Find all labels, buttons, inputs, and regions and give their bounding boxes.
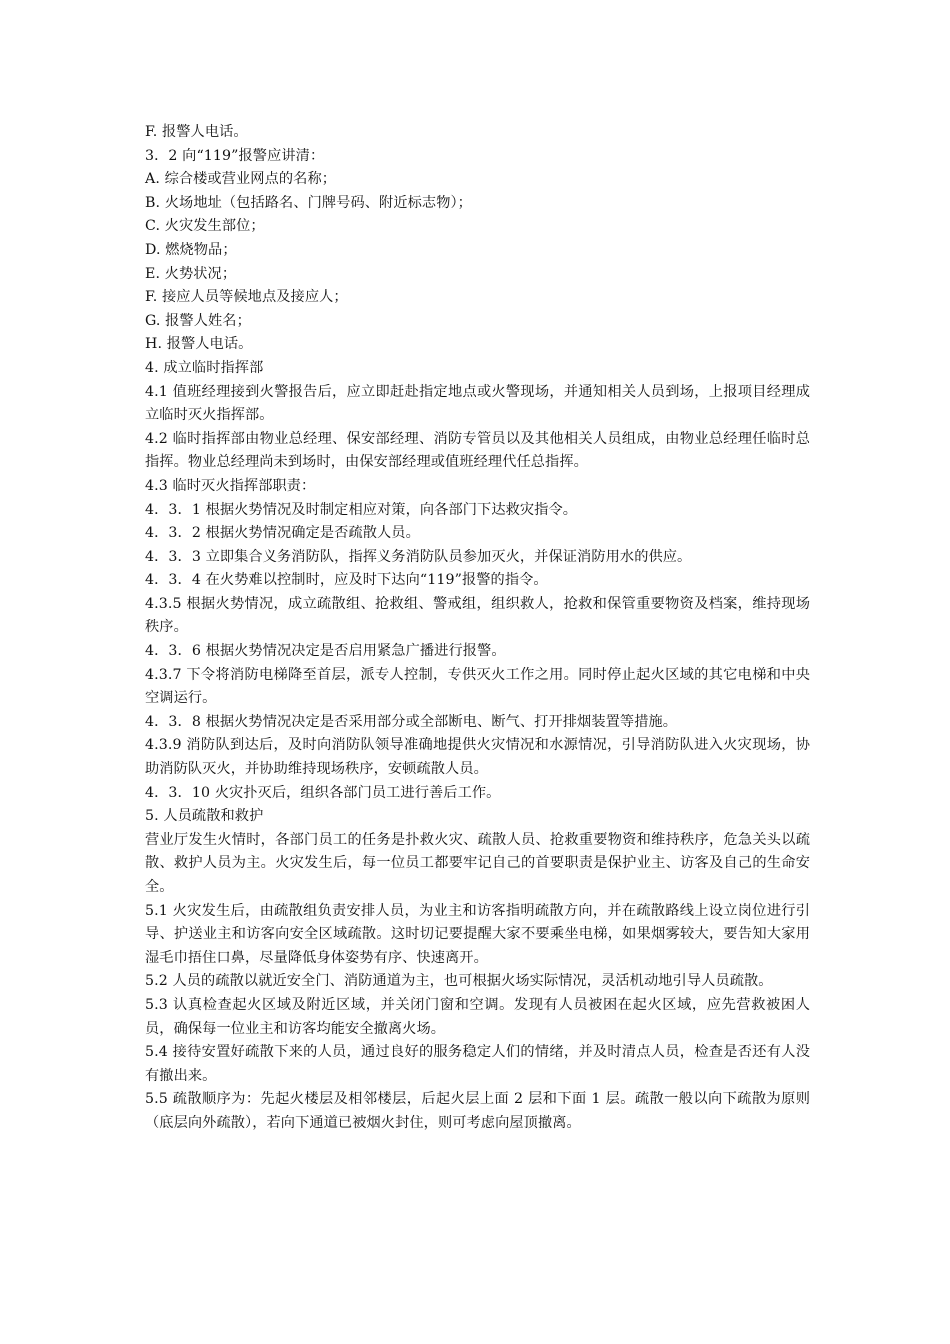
paragraph: 5.3 认真检查起火区域及附近区域，并关闭门窗和空调。发现有人员被困在起火区域，应先营救被困人员，确保每一位业主和访客均能安全撤离火场。 — [145, 996, 810, 1037]
list-item: F. 接应人员等候地点及接应人； — [145, 289, 348, 306]
list-item: D. 燃烧物品； — [145, 241, 237, 258]
list-item: C. 火灾发生部位； — [145, 218, 265, 235]
paragraph: 4．3．6 根据火势情况决定是否启用紧急广播进行报警。 — [145, 643, 506, 660]
paragraph: 5.2 人员的疏散以就近安全门、消防通道为主，也可根据火场实际情况，灵活机动地引导人员疏散。 — [145, 973, 773, 990]
paragraph: 5.4 接待安置好疏散下来的人员，通过良好的服务稳定人们的情绪，并及时清点人员，检查是否还有人没有撤出来。 — [145, 1044, 810, 1084]
paragraph: 4．3．2 根据火势情况确定是否疏散人员。 — [145, 525, 420, 542]
list-item: H. 报警人电话。 — [145, 336, 253, 353]
paragraph: 4．3．1 根据火势情况及时制定相应对策，向各部门下达救灾指令。 — [145, 501, 578, 518]
paragraph: 5.5 疏散顺序为：先起火楼层及相邻楼层，后起火层上面 2 层和下面 1 层。疏散一般以向下疏散为原则（底层向外疏散），若向下通道已被烟火封住，则可考虑向屋顶撤离。 — [145, 1091, 810, 1131]
list-item: G. 报警人姓名； — [145, 312, 251, 329]
document-body — [145, 121, 810, 1136]
section-heading: 3．2 向“119”报警应讲清： — [145, 147, 325, 164]
paragraph: 4．3．4 在火势难以控制时，应及时下达向“119”报警的指令。 — [145, 572, 548, 589]
paragraph: 4．3．8 根据火势情况决定是否采用部分或全部断电、断气、打开排烟装置等措施。 — [145, 713, 678, 730]
paragraph: 5.1 火灾发生后，由疏散组负责安排人员，为业主和访客指明疏散方向，并在疏散路线上设立岗位进行引导、护送业主和访客向安全区域疏散。这时切记要提醒大家不要乘坐电梯，如果烟雾较大，要告知大家用湿毛巾捂住口鼻，尽量降低身体姿势有序、快速离开。 — [145, 902, 810, 966]
paragraph: 4.3.7 下令将消防电梯降至首层，派专人控制，专供灭火工作之用。同时停止起火区域的其它电梯和中央空调运行。 — [145, 666, 810, 707]
list-item: E. 火势状况； — [145, 265, 237, 282]
section-heading: 4.3 临时灭火指挥部职责： — [145, 477, 316, 494]
paragraph: 4.3.5 根据火势情况，成立疏散组、抢救组、警戒组，组织救人，抢救和保管重要物资及档案，维持现场秩序。 — [145, 595, 810, 636]
list-item: B. 火场地址（包括路名、门牌号码、附近标志物）； — [145, 194, 472, 211]
paragraph: 4.1 值班经理接到火警报告后，应立即赶赴指定地点或火警现场，并通知相关人员到场，上报项目经理成立临时灭火指挥部。 — [145, 383, 810, 424]
paragraph: 4.2 临时指挥部由物业总经理、保安部经理、消防专管员以及其他相关人员组成，由物业总经理任临时总指挥。物业总经理尚未到场时，由保安部经理或值班经理代任总指挥。 — [145, 430, 810, 471]
paragraph: 4.3.9 消防队到达后，及时向消防队领导准确地提供火灾情况和水源情况，引导消防队进入火灾现场，协助消防队灭火，并协助维持现场秩序，安顿疏散人员。 — [145, 737, 810, 778]
section-heading: 5. 人员疏散和救护 — [145, 808, 264, 825]
paragraph: 营业厅发生火情时，各部门员工的任务是扑救火灾、疏散人员、抢救重要物资和维持秩序，危急关头以疏散、救护人员为主。火灾发生后，每一位员工都要牢记自己的首要职责是保护业主、访客及自己的生命安全。 — [145, 831, 810, 895]
section-heading: 4. 成立临时指挥部 — [145, 359, 264, 376]
list-item: A. 综合楼或营业网点的名称； — [145, 171, 337, 188]
paragraph: F. 报警人电话。 — [145, 124, 248, 140]
paragraph: 4．3．10 火灾扑灭后，组织各部门员工进行善后工作。 — [145, 784, 501, 801]
paragraph: 4．3．3 立即集合义务消防队，指挥义务消防队员参加灭火，并保证消防用水的供应。 — [145, 548, 692, 565]
